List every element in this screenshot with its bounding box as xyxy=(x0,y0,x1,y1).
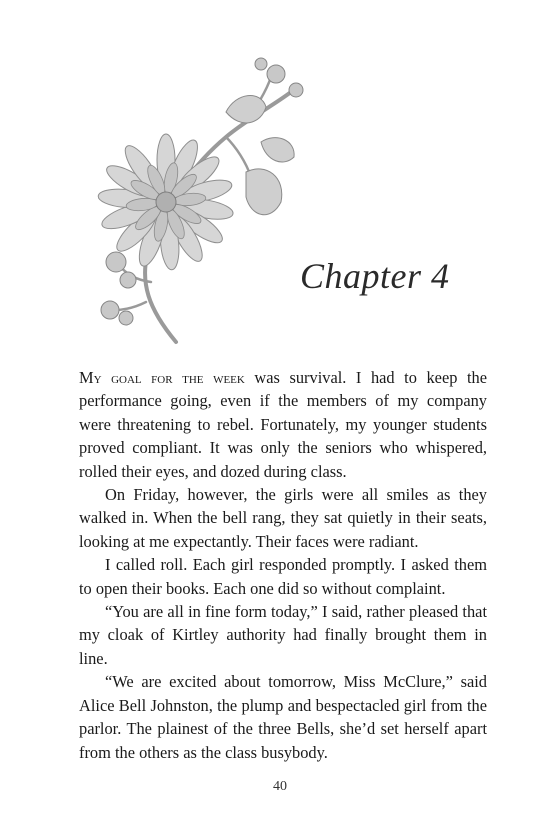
paragraph-text: was survival. I had to keep the performance going, even if the members of my company were threatening to rebel. Fortunately, my younger students proved compliant. It was only the seniors who whispered, rolled their eyes, and dozed during class. xyxy=(79,368,487,481)
chapter-title: Chapter 4 xyxy=(300,256,450,296)
chapter-body xyxy=(79,366,487,764)
paragraph xyxy=(79,366,487,483)
paragraph: I called roll. Each girl responded promptly. I asked them to open their books. Each one did so without complaint. xyxy=(79,555,487,598)
paragraph: “We are excited about tomorrow, Miss McClure,” said Alice Bell Johnston, the plump and bespectacled girl from the parlor. The plainest of the three Bells, she’d set herself apart from the others as the class busybody. xyxy=(79,672,487,762)
chrysanthemum-flower-icon xyxy=(96,52,316,352)
paragraph-lead-smallcaps: My goal for the week xyxy=(79,368,245,387)
paragraph: On Friday, however, the girls were all smiles as they walked in. When the bell rang, they sat quietly in their seats, looking at me expectantly. Their faces were radiant. xyxy=(79,485,487,551)
page-number: 40 xyxy=(273,779,287,794)
paragraph: “You are all in fine form today,” I said, rather pleased that my cloak of Kirtley authority had finally brought them in line. xyxy=(79,602,487,668)
